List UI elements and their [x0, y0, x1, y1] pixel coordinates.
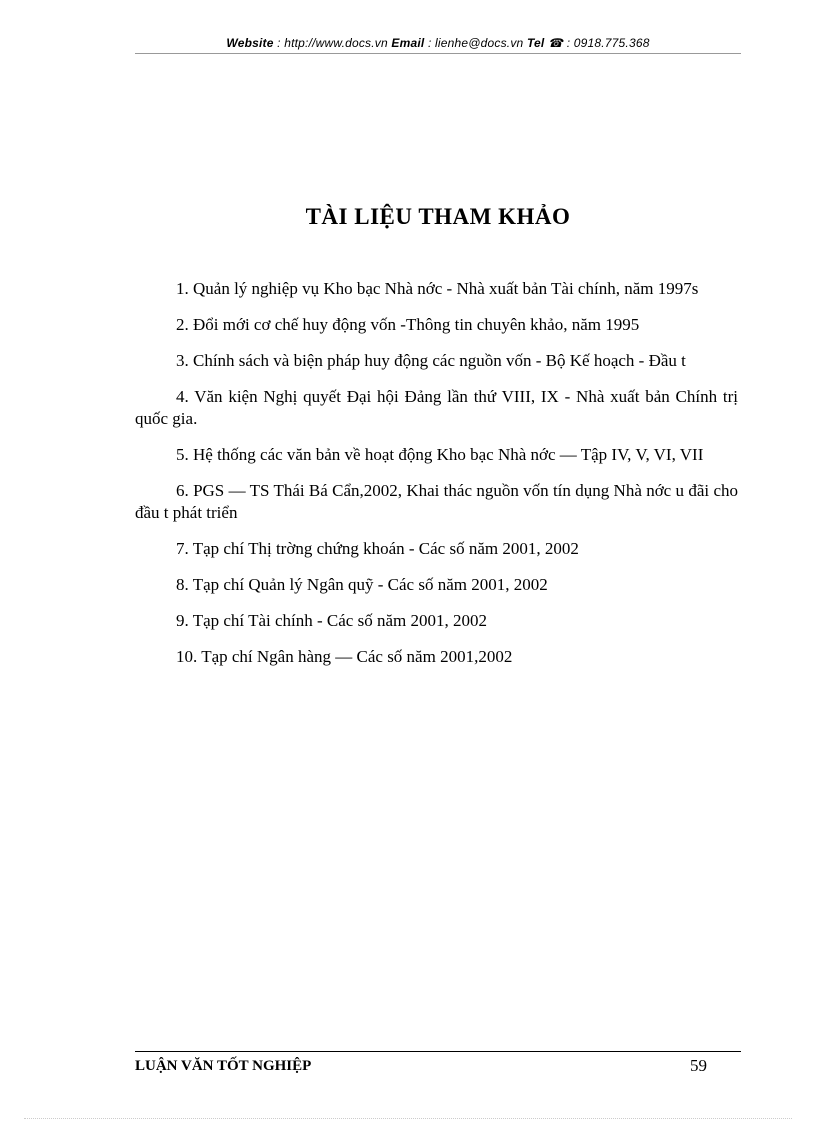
reference-item: 2. Đổi mới cơ chế huy động vốn -Thông tin chuyên khảo, năm 1995: [176, 315, 640, 334]
reference-item: 9. Tạp chí Tài chính - Các số năm 2001, 2002: [176, 611, 487, 630]
reference-item: 8. Tạp chí Quản lý Ngân quỹ - Các số năm 2001, 2002: [176, 575, 548, 594]
reference-item: 4. Văn kiện Nghị quyết Đại hội Đảng lần thứ VIII, IX - Nhà xuất bản Chính trị quốc gia.: [135, 387, 738, 428]
email-separator: :: [424, 36, 436, 50]
tel-number: 0918.775.368: [573, 36, 650, 50]
reference-item: 10. Tạp chí Ngân hàng — Các số năm 2001,2002: [176, 647, 513, 666]
page-header: [135, 36, 741, 50]
page-number: 59: [690, 1056, 707, 1075]
tel-label: Tel: [526, 36, 545, 50]
page-title: TÀI LIỆU THAM KHẢO: [305, 204, 571, 229]
reference-item: 7. Tạp chí Thị trờng chứng khoán - Các số năm 2001, 2002: [176, 539, 579, 558]
website-label: Website: [226, 36, 274, 50]
website-separator: :: [273, 36, 285, 50]
reference-item: 5. Hệ thống các văn bản về hoạt động Kho bạc Nhà nớc — Tập IV, V, VI, VII: [176, 445, 704, 464]
tel-separator: :: [563, 36, 574, 50]
reference-item: 1. Quản lý nghiệp vụ Kho bạc Nhà nớc - Nhà xuất bản Tài chính, năm 1997s: [176, 279, 699, 298]
email-address[interactable]: lienhe@docs.vn: [435, 36, 524, 50]
reference-item: 6. PGS — TS Thái Bá Cẩn,2002, Khai thác nguồn vốn tín dụng Nhà nớc u đãi cho đầu t phát triển: [135, 481, 738, 522]
page-bottom-border: [24, 1118, 792, 1119]
reference-item: 3. Chính sách và biện pháp huy động các nguồn vốn - Bộ Kế hoạch - Đầu t: [176, 351, 686, 370]
header-divider: [135, 53, 741, 54]
reference-list: [135, 278, 738, 668]
website-url[interactable]: http://www.docs.vn: [284, 36, 388, 50]
email-label: Email: [391, 36, 425, 50]
footer-label: LUẬN VĂN TỐT NGHIỆP: [135, 1058, 312, 1074]
footer-divider: [135, 1051, 741, 1052]
phone-icon: ☎: [548, 36, 564, 50]
